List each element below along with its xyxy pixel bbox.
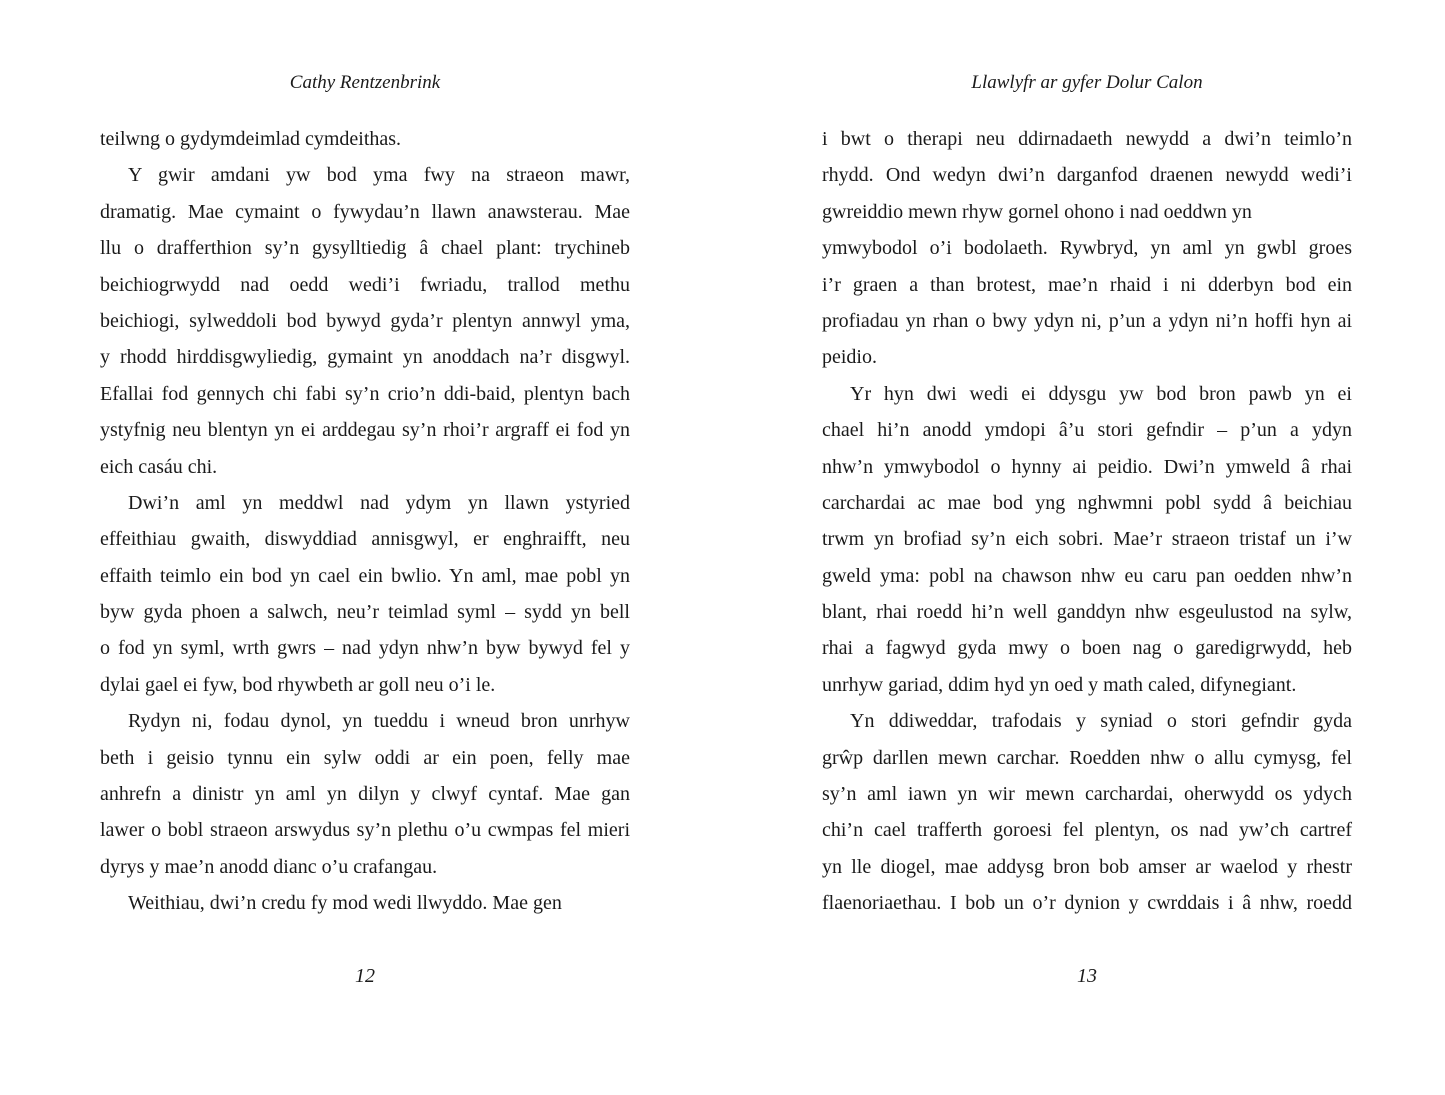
right-body-text bbox=[822, 121, 1352, 922]
text-line: eich casáu chi. bbox=[100, 455, 218, 478]
text-line: gweld yma: pobl na chawson nhw eu caru pan oedden nhw’n bbox=[822, 564, 1352, 587]
text-line: Dwi’n aml yn meddwl nad ydym yn llawn ystyried bbox=[128, 491, 630, 514]
text-line: rhai a fagwyd gyda mwy o boen nag o garedigrwydd, heb bbox=[822, 637, 1352, 660]
text-line: Yn ddiweddar, trafodais y syniad o stori gefndir gyda bbox=[850, 710, 1352, 733]
right-page bbox=[822, 0, 1352, 1095]
running-head-title: Llawlyfr ar gyfer Dolur Calon bbox=[971, 72, 1203, 93]
text-line: dyrys y mae’n anodd dianc o’u crafangau. bbox=[100, 855, 438, 878]
text-line: dylai gael ei fyw, bod rhywbeth ar goll neu o’i le. bbox=[100, 673, 496, 696]
page-number-left: 12 bbox=[355, 965, 375, 987]
text-line: o fod yn syml, wrth gwrs – nad ydyn nhw’n byw bywyd fel y bbox=[100, 637, 630, 660]
text-line: llu o drafferthion sy’n gysylltiedig â chael plant: trychineb bbox=[100, 237, 630, 260]
left-body-text bbox=[100, 121, 630, 922]
text-line: rhydd. Ond wedyn dwi’n darganfod draenen newydd wedi’i bbox=[822, 164, 1352, 187]
text-line: i’r graen a than brotest, mae’n rhaid i ni dderbyn bod ein bbox=[822, 273, 1352, 296]
text-line: effeithiau gwaith, diswyddiad annisgwyl, er enghraifft, neu bbox=[100, 528, 630, 551]
text-line: Weithiau, dwi’n credu fy mod wedi llwyddo. Mae gen bbox=[128, 892, 562, 915]
text-line: Efallai fod gennych chi fabi sy’n crio’n ddi-baid, plentyn bach bbox=[100, 382, 630, 405]
text-line: chi’n cael trafferth goroesi fel plentyn, os nad yw’ch cartref bbox=[822, 819, 1352, 842]
text-line: ystyfnig neu blentyn yn ei arddegau sy’n rhoi’r argraff ei fod yn bbox=[100, 419, 630, 442]
text-line: blant, rhai roedd hi’n well ganddyn nhw esgeulustod na sylw, bbox=[822, 601, 1352, 624]
page-number-right: 13 bbox=[1077, 965, 1097, 987]
text-line: beichiogi, sylweddoli bod bywyd gyda’r plentyn annwyl yma, bbox=[100, 309, 630, 332]
text-line: trwm yn brofiad sy’n eich sobri. Mae’r straeon tristaf un i’w bbox=[822, 528, 1352, 551]
text-line: Yr hyn dwi wedi ei ddysgu yw bod bron pawb yn ei bbox=[850, 382, 1352, 405]
text-line: carchardai ac mae bod yng nghwmni pobl sydd â beichiau bbox=[822, 491, 1352, 514]
left-page bbox=[100, 0, 630, 1095]
text-line: i bwt o therapi neu ddirnadaeth newydd a dwi’n teimlo’n bbox=[822, 128, 1352, 150]
text-line: sy’n aml iawn yn wir mewn carchardai, oherwydd os ydych bbox=[822, 783, 1352, 806]
text-line: effaith teimlo ein bod yn cael ein bwlio. Yn aml, mae pobl yn bbox=[100, 564, 630, 587]
text-line: beichiogrwydd nad oedd wedi’i fwriadu, trallod methu bbox=[100, 273, 630, 296]
text-line: y rhodd hirddisgwyliedig, gymaint yn anoddach na’r disgwyl. bbox=[100, 346, 630, 369]
running-head-author: Cathy Rentzenbrink bbox=[289, 72, 441, 93]
text-line: flaenoriaethau. I bob un o’r dynion y cwrddais i â nhw, roedd bbox=[822, 892, 1352, 915]
text-line: Y gwir amdani yw bod yma fwy na straeon mawr, bbox=[128, 164, 630, 187]
text-line: grŵp darllen mewn carchar. Roedden nhw o allu cymysg, fel bbox=[822, 746, 1352, 769]
text-line: nhw’n ymwybodol o hynny ai peidio. Dwi’n ymweld â rhai bbox=[822, 455, 1352, 478]
text-line: anhrefn a dinistr yn aml yn dilyn y clwyf cyntaf. Mae gan bbox=[100, 783, 630, 806]
text-line: lawer o bobl straeon arswydus sy’n plethu o’u cwmpas fel mieri bbox=[100, 819, 630, 842]
text-line: unrhyw gariad, ddim hyd yn oed y math caled, difynegiant. bbox=[822, 673, 1297, 696]
text-line: peidio. bbox=[822, 346, 877, 369]
text-line: profiadau yn rhan o bwy ydyn ni, p’un a ydyn ni’n hoffi hyn ai bbox=[822, 309, 1352, 332]
text-line: chael hi’n anodd ymdopi â’u stori gefndir – p’un a ydyn bbox=[822, 419, 1352, 442]
text-line: teilwng o gydymdeimlad cymdeithas. bbox=[100, 128, 402, 150]
text-line: dramatig. Mae cymaint o fywydau’n llawn anawsterau. Mae bbox=[100, 200, 630, 223]
text-line: ymwybodol o’i bodolaeth. Rywbryd, yn aml yn gwbl groes bbox=[822, 237, 1352, 260]
text-line: byw gyda phoen a salwch, neu’r teimlad syml – sydd yn bell bbox=[100, 601, 630, 624]
text-line: yn lle diogel, mae addysg bron bob amser ar waelod y rhestr bbox=[822, 855, 1352, 878]
text-line: Rydyn ni, fodau dynol, yn tueddu i wneud bron unrhyw bbox=[128, 710, 630, 733]
text-line: gwreiddio mewn rhyw gornel ohono i nad oeddwn yn bbox=[822, 200, 1252, 223]
text-line: beth i geisio tynnu ein sylw oddi ar ein poen, felly mae bbox=[100, 746, 630, 769]
